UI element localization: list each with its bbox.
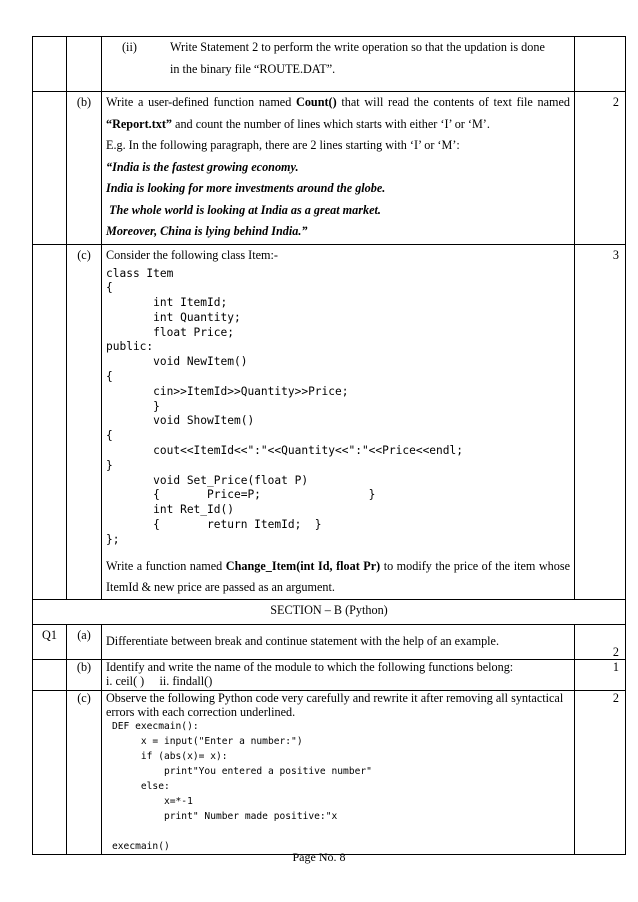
q1-a-question: Differentiate between break and continue statement with the help of an example. xyxy=(106,633,500,648)
quote-line: Moreover, China is lying behind India.” xyxy=(106,224,308,238)
part-c-intro: Consider the following class Item:- xyxy=(106,248,278,262)
quote-line: The whole world is looking at India as a great market. xyxy=(106,202,381,217)
q1-a-cell xyxy=(102,624,575,659)
subpart-ii-line1: Write Statement 2 to perform the write operation so that the updation is done xyxy=(170,40,545,54)
marks: 2 xyxy=(575,92,626,245)
subpart-ii-line2: in the binary file “ROUTE.DAT”. xyxy=(170,61,336,76)
row-part-c xyxy=(33,245,626,600)
row-part-b xyxy=(33,92,626,245)
part-b-cell xyxy=(102,92,575,245)
quote-line: “India is the fastest growing economy. xyxy=(106,159,299,174)
q1-b-cell xyxy=(102,659,575,690)
row-q1-a xyxy=(33,624,626,659)
q1-c-cell xyxy=(102,690,575,855)
subpart-ii-cell xyxy=(102,37,575,92)
function-signature: Change_Item(int Id, float Pr) xyxy=(225,558,381,573)
q1-b-functions: i. ceil( ) ii. findall() xyxy=(106,673,213,688)
q1-b-question: Identify and write the name of the module to which the following functions belong: xyxy=(106,659,514,674)
page-number: Page No. 8 xyxy=(292,850,346,864)
q1-c-question: Observe the following Python code very carefully and rewrite it after removing all syntactical errors with each correction underlined. xyxy=(106,690,564,719)
row-q1-c xyxy=(33,690,626,855)
part-label: (b) xyxy=(67,92,102,245)
question-table xyxy=(32,36,626,855)
marks: 2 xyxy=(575,624,626,659)
section-title: SECTION – B (Python) xyxy=(33,599,626,624)
file-name: “Report.txt” xyxy=(106,116,172,131)
part-c-cell xyxy=(102,245,575,600)
marks: 1 xyxy=(575,659,626,690)
row-section-header xyxy=(33,599,626,624)
cpp-code-block: class Item { int ItemId; int Quantity; float Price; public: void NewItem() { cin>>ItemId>>Quantity>>Price; } void ShowItem() { cout<<ItemId<<":"<<Quantity<<":"<<Price<<endl; } void Set_Price(float P) { Price=P; } int Ret_Id() { return ItemId; } }; xyxy=(106,266,463,546)
part-label: (b) xyxy=(67,659,102,690)
quote-line: India is looking for more investments around the globe. xyxy=(106,181,386,195)
marks: 2 xyxy=(575,690,626,855)
subpart-label: (ii) xyxy=(122,40,137,54)
part-b-example: E.g. In the following paragraph, there are 2 lines starting with ‘I’ or ‘M’: xyxy=(106,138,460,152)
row-subpart-ii xyxy=(33,37,626,92)
question-number: Q1 xyxy=(33,624,67,659)
function-name: Count() xyxy=(296,95,337,109)
part-c-task: Write a function named Change_Item(int Id, float Pr) to modify the price of the item whose ItemId & new price are passed as an argument. xyxy=(106,558,571,595)
row-q1-b xyxy=(33,659,626,690)
part-b-question: Write a user-defined function named Count() that will read the contents of text file named “Report.txt” and count the number of lines which starts with either ‘I’ or ‘M’. xyxy=(106,95,570,131)
part-label: (c) xyxy=(67,245,102,600)
part-label: (a) xyxy=(67,624,102,659)
marks: 3 xyxy=(575,245,626,600)
python-code-block: DEF execmain(): x = input("Enter a number:") if (abs(x)= x): print"You entered a positive number" else: x=*-1 print" Number made positive:"x execmain() xyxy=(112,720,372,853)
part-label: (c) xyxy=(67,690,102,855)
